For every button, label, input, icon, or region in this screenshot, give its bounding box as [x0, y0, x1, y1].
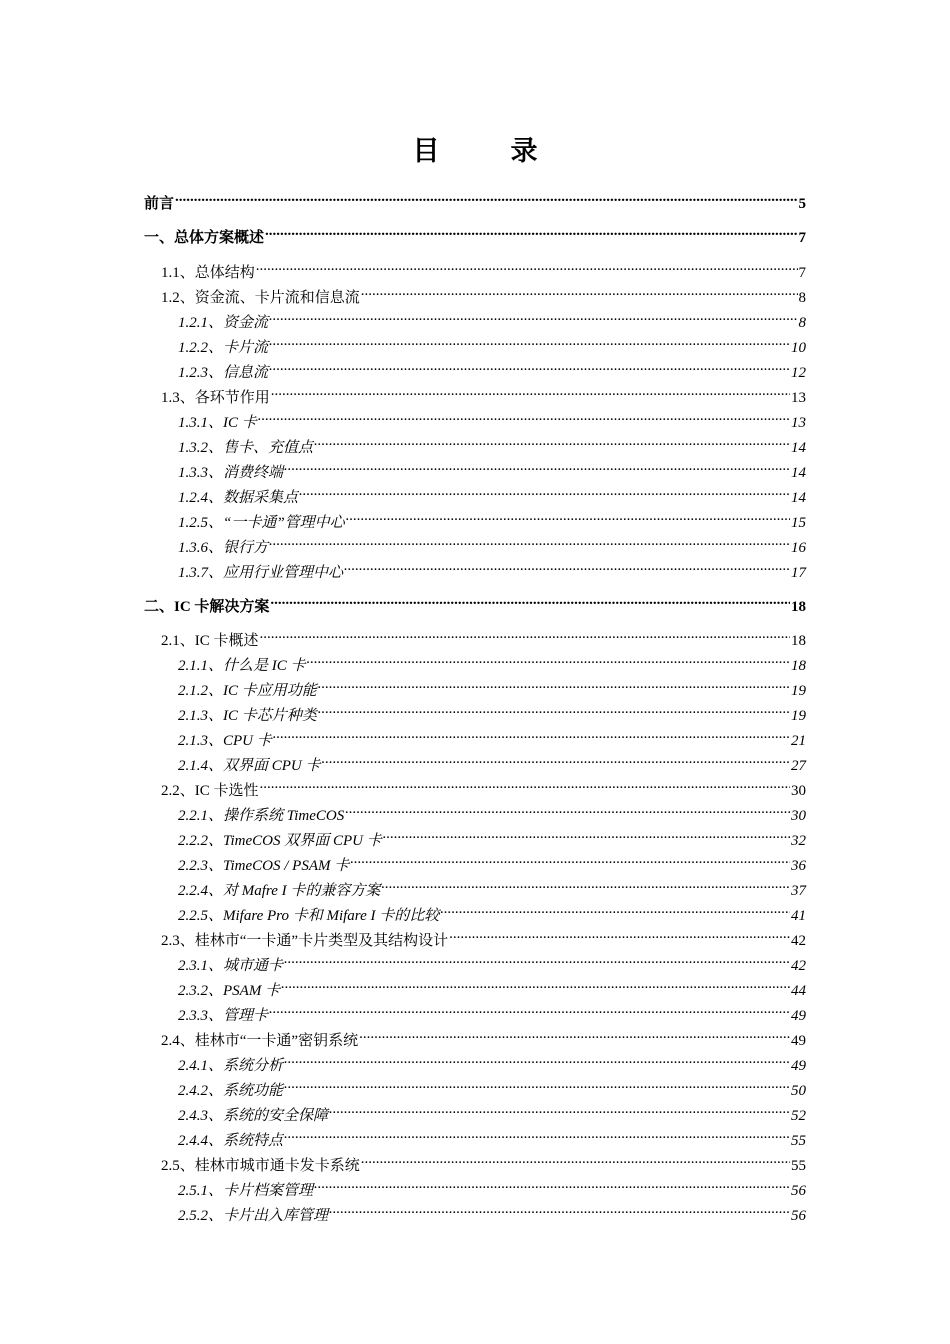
toc-entry-label: 2.1、IC 卡概述	[161, 633, 259, 649]
toc-entry-page-number: 50	[791, 1083, 806, 1099]
toc-entry-label: 1.2.3、信息流	[178, 365, 269, 381]
toc-entry-page-number: 41	[791, 908, 806, 924]
toc-entry-label: 2.3、桂林市“一卡通”卡片类型及其结构设计	[161, 933, 449, 949]
toc-entry[interactable]	[161, 773, 806, 799]
toc-entry-page-number: 42	[791, 933, 806, 949]
toc-entry-label: 2.3.1、城市通卡	[178, 958, 284, 974]
toc-entry[interactable]	[178, 873, 806, 899]
toc-entry-label: 1.2.5、“一卡通”管理中心	[178, 515, 345, 531]
toc-entry[interactable]	[178, 430, 806, 456]
toc-entry-page-number: 10	[791, 340, 806, 356]
toc-entry-page-number: 16	[791, 540, 806, 556]
toc-entry-label: 2.5.2、卡片出入库管理	[178, 1208, 329, 1224]
toc-entry[interactable]	[178, 673, 806, 699]
toc-entry-page-number: 17	[791, 565, 806, 581]
toc-entry[interactable]	[178, 998, 806, 1024]
toc-entry-page-number: 27	[791, 758, 806, 774]
toc-entry-label: 2.5、桂林市城市通卡发卡系统	[161, 1158, 360, 1174]
toc-entry-page-number: 18	[791, 633, 806, 649]
toc-entry-label: 1.2、资金流、卡片流和信息流	[161, 290, 360, 306]
toc-entry-page-number: 19	[791, 683, 806, 699]
toc-entry[interactable]	[161, 380, 806, 406]
toc-entry-label: 1.3.6、银行方	[178, 540, 269, 556]
dot-leader	[269, 355, 790, 377]
toc-entry-label: 2.4.4、系统特点	[178, 1133, 284, 1149]
toc-entry-page-number: 13	[791, 415, 806, 431]
dot-leader	[284, 1048, 790, 1070]
dot-leader	[359, 1023, 790, 1045]
toc-entry-label: 2.4.2、系统功能	[178, 1083, 284, 1099]
toc-entry[interactable]	[178, 723, 806, 749]
toc-entry-label: 2.2.4、对 Mafre I 卡的兼容方案	[178, 883, 381, 899]
toc-entry-page-number: 19	[791, 708, 806, 724]
toc-entry-label: 2.2、IC 卡选性	[161, 783, 259, 799]
toc-entry[interactable]	[178, 330, 806, 356]
toc-entry-page-number: 42	[791, 958, 806, 974]
dot-leader	[314, 430, 790, 452]
toc-entry-page-number: 52	[791, 1108, 806, 1124]
dot-leader	[318, 673, 790, 695]
toc-entry-page-number: 13	[791, 390, 806, 406]
toc-entry[interactable]	[161, 1148, 806, 1174]
dot-leader	[269, 305, 797, 327]
toc-entry-page-number: 18	[791, 599, 806, 615]
dot-leader	[269, 530, 790, 552]
toc-entry-page-number: 49	[791, 1058, 806, 1074]
dot-leader	[284, 948, 790, 970]
toc-entry[interactable]	[161, 255, 806, 281]
toc-entry-page-number: 5	[798, 196, 806, 212]
toc-entry-page-number: 56	[791, 1183, 806, 1199]
toc-entry[interactable]	[161, 280, 806, 306]
dot-leader	[281, 973, 790, 995]
toc-entry-page-number: 8	[798, 315, 806, 331]
toc-entry-label: 2.1.1、什么是 IC 卡	[178, 658, 306, 674]
toc-entry-page-number: 55	[791, 1133, 806, 1149]
dot-leader	[449, 923, 790, 945]
toc-entry[interactable]	[144, 186, 806, 212]
toc-entry-page-number: 15	[791, 515, 806, 531]
toc-entry-label: 一、总体方案概述	[144, 230, 265, 246]
dot-leader	[329, 1098, 790, 1120]
toc-entry-label: 1.3.7、应用行业管理中心	[178, 565, 344, 581]
toc-entry-label: 1.2.2、卡片流	[178, 340, 269, 356]
toc-entry-label: 二、IC 卡解决方案	[144, 599, 270, 615]
toc-entry[interactable]	[178, 748, 806, 774]
toc-entry-label: 1.3.2、售卡、充值点	[178, 440, 314, 456]
dot-leader	[271, 380, 790, 402]
dot-leader	[175, 186, 797, 208]
toc-entry[interactable]	[178, 948, 806, 974]
toc-entry-page-number: 12	[791, 365, 806, 381]
toc-entry-page-number: 14	[791, 490, 806, 506]
toc-entry-label: 2.1.2、IC 卡应用功能	[178, 683, 317, 699]
toc-entry[interactable]	[178, 505, 806, 531]
toc-entry-page-number: 44	[791, 983, 806, 999]
toc-entry-page-number: 37	[791, 883, 806, 899]
toc-entry-label: 2.3.3、管理卡	[178, 1008, 269, 1024]
toc-entry-page-number: 32	[791, 833, 806, 849]
toc-entry[interactable]	[178, 898, 806, 924]
dot-leader	[345, 798, 790, 820]
dot-leader	[269, 330, 790, 352]
toc-entry[interactable]	[178, 405, 806, 431]
toc-entry-label: 1.2.1、资金流	[178, 315, 269, 331]
toc-entry-label: 前言	[144, 196, 175, 212]
toc-entry-label: 2.2.2、TimeCOS 双界面 CPU 卡	[178, 833, 382, 849]
toc-entry-page-number: 36	[791, 858, 806, 874]
toc-entry[interactable]	[178, 305, 806, 331]
dot-leader	[361, 1148, 790, 1170]
toc-entry[interactable]	[178, 530, 806, 556]
dot-leader	[350, 848, 790, 870]
toc-entry-label: 2.1.3、CPU 卡	[178, 733, 272, 749]
toc-entry-label: 2.3.2、PSAM 卡	[178, 983, 281, 999]
toc-entry[interactable]	[161, 1023, 806, 1049]
dot-leader	[265, 220, 797, 242]
toc-entry[interactable]	[161, 923, 806, 949]
toc-entry-label: 2.1.3、IC 卡芯片种类	[178, 708, 317, 724]
toc-entry-label: 1.3.1、IC 卡	[178, 415, 257, 431]
toc-entry-page-number: 55	[791, 1158, 806, 1174]
toc-entry-label: 2.4.3、系统的安全保障	[178, 1108, 329, 1124]
toc-entry-page-number: 49	[791, 1033, 806, 1049]
dot-leader	[299, 480, 790, 502]
toc-entry[interactable]	[178, 480, 806, 506]
toc-title: 目 录	[412, 136, 560, 166]
dot-leader	[314, 1173, 790, 1195]
dot-leader	[284, 1123, 790, 1145]
toc-entry[interactable]	[178, 1098, 806, 1124]
toc-entry-label: 1.3.3、消费终端	[178, 465, 284, 481]
dot-leader	[258, 405, 790, 427]
toc-entry-label: 2.2.3、TimeCOS / PSAM 卡	[178, 858, 350, 874]
toc-entry-page-number: 7	[798, 265, 806, 281]
toc-entry-label: 2.2.5、Mifare Pro 卡和 Mifare I 卡的比较	[178, 908, 440, 924]
toc-entry[interactable]	[178, 698, 806, 724]
toc-entry-label: 1.3、各环节作用	[161, 390, 270, 406]
toc-entry[interactable]	[144, 589, 806, 615]
dot-leader	[318, 698, 790, 720]
dot-leader	[284, 1073, 790, 1095]
toc-entry[interactable]	[178, 355, 806, 381]
dot-leader	[344, 555, 790, 577]
toc-entry-page-number: 49	[791, 1008, 806, 1024]
toc-entry-page-number: 7	[798, 230, 806, 246]
dot-leader	[329, 1198, 790, 1220]
toc-entry[interactable]	[178, 648, 806, 674]
dot-leader	[361, 280, 798, 302]
toc-entry-label: 1.1、总体结构	[161, 265, 255, 281]
dot-leader	[322, 748, 790, 770]
dot-leader	[284, 455, 790, 477]
toc-entry[interactable]	[178, 1073, 806, 1099]
dot-leader	[440, 898, 790, 920]
toc-entry[interactable]	[178, 798, 806, 824]
toc-entry[interactable]	[178, 848, 806, 874]
toc-entry-page-number: 56	[791, 1208, 806, 1224]
toc-entry-label: 2.4、桂林市“一卡通”密钥系统	[161, 1033, 359, 1049]
toc-entry[interactable]	[178, 555, 806, 581]
dot-leader	[256, 255, 798, 277]
dot-leader	[269, 998, 790, 1020]
toc-entry[interactable]	[178, 1123, 806, 1149]
toc-entry-page-number: 30	[791, 783, 806, 799]
toc-entry[interactable]	[178, 455, 806, 481]
toc-entry-label: 2.1.4、双界面 CPU 卡	[178, 758, 321, 774]
toc-entry-label: 2.2.1、操作系统 TimeCOS	[178, 808, 345, 824]
dot-leader	[346, 505, 790, 527]
toc-entry-page-number: 30	[791, 808, 806, 824]
toc-entry[interactable]	[178, 823, 806, 849]
toc-entry-page-number: 14	[791, 440, 806, 456]
dot-leader	[383, 823, 790, 845]
toc-entry[interactable]	[178, 973, 806, 999]
dot-leader	[260, 623, 790, 645]
toc-entry[interactable]	[161, 623, 806, 649]
dot-leader	[270, 589, 790, 611]
dot-leader	[381, 873, 790, 895]
toc-entry[interactable]	[178, 1048, 806, 1074]
toc-entry-page-number: 8	[798, 290, 806, 306]
toc-entry[interactable]	[178, 1198, 806, 1224]
toc-entry-label: 1.2.4、数据采集点	[178, 490, 299, 506]
toc-entry-label: 2.5.1、卡片档案管理	[178, 1183, 314, 1199]
toc-entry[interactable]	[144, 220, 806, 246]
toc-entry-label: 2.4.1、系统分析	[178, 1058, 284, 1074]
dot-leader	[260, 773, 790, 795]
toc-entry-page-number: 14	[791, 465, 806, 481]
toc-entry-page-number: 18	[791, 658, 806, 674]
toc-entry[interactable]	[178, 1173, 806, 1199]
dot-leader	[307, 648, 790, 670]
toc-entry-page-number: 21	[791, 733, 806, 749]
dot-leader	[273, 723, 790, 745]
